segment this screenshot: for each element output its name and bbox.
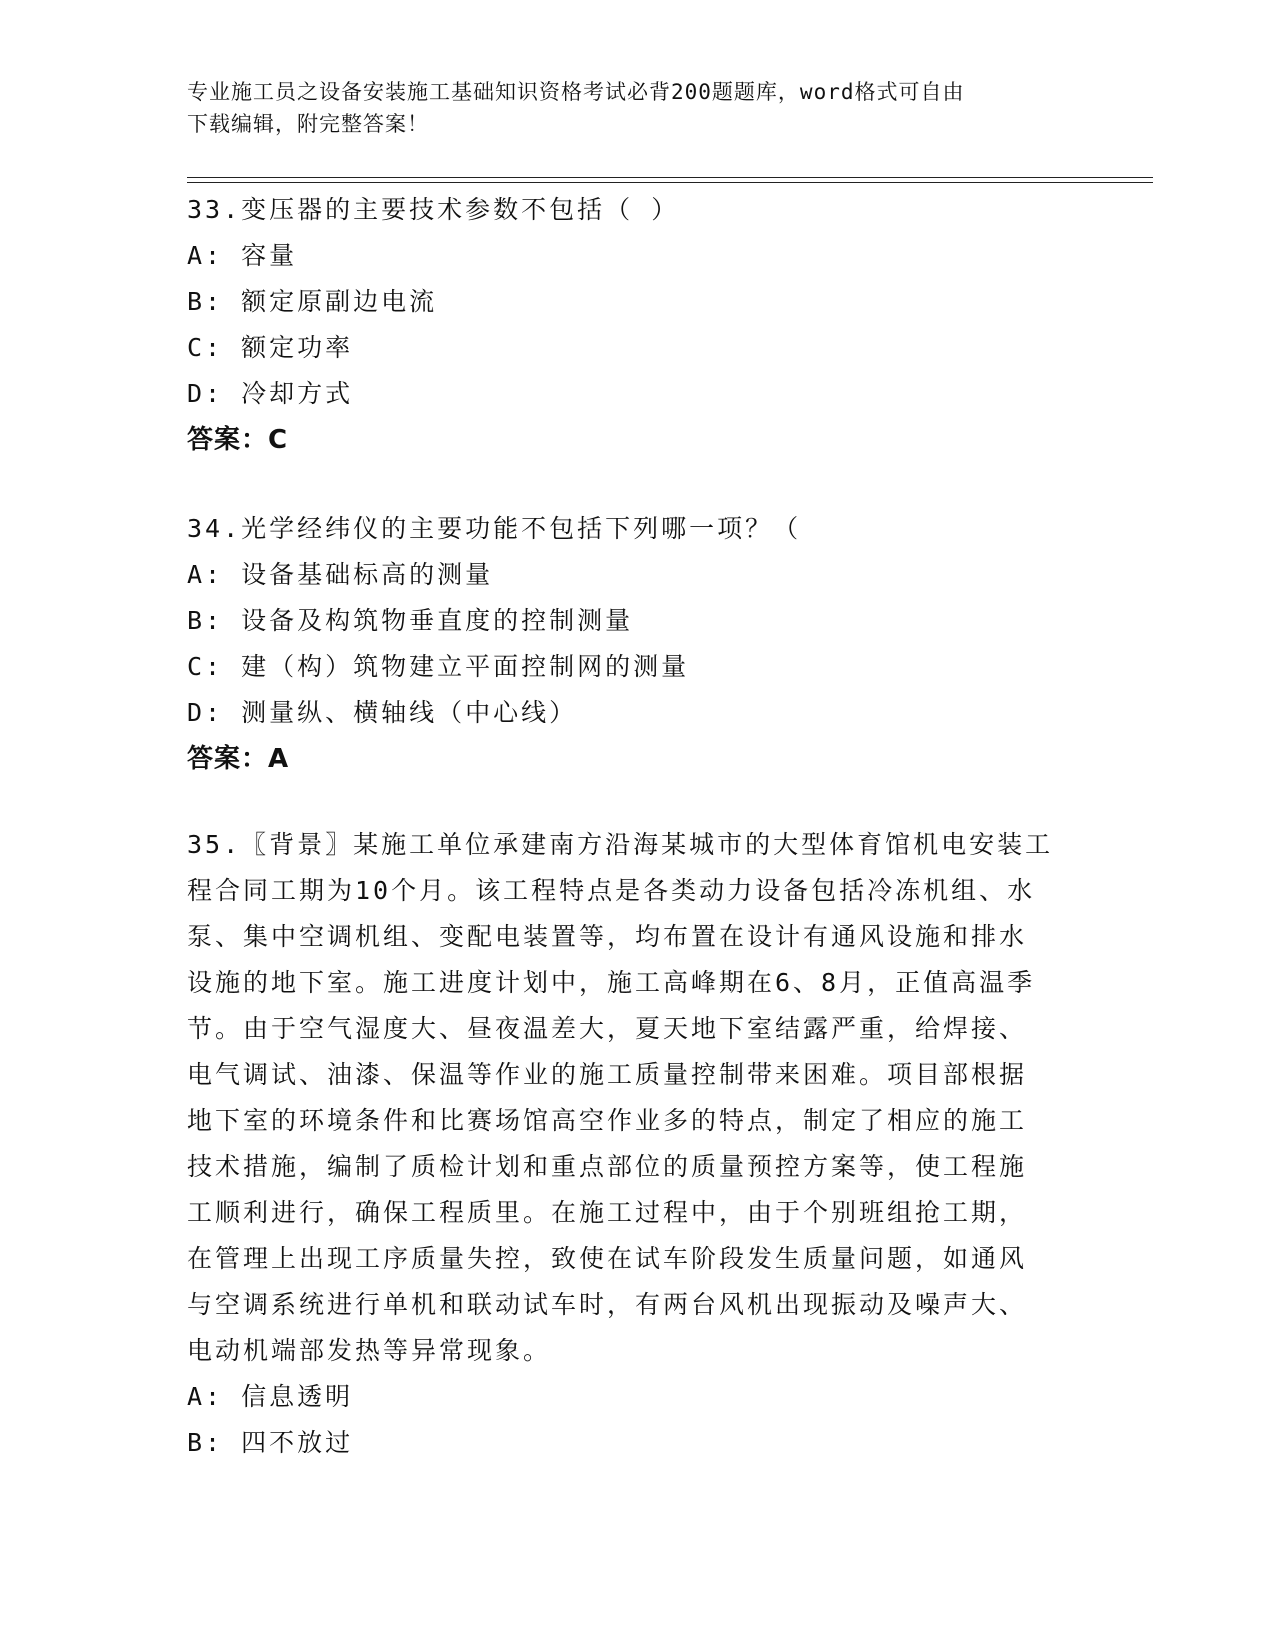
- header-divider-bottom: [187, 182, 1153, 183]
- header-line-1: 专业施工员之设备安装施工基础知识资格考试必背200题题库，word格式可自由: [187, 80, 965, 104]
- option-b: B: 四不放过: [187, 1428, 354, 1457]
- question-stem-line: 35.〖背景〗某施工单位承建南方沿海某城市的大型体育馆机电安装工: [187, 830, 1054, 859]
- option-d: D: 测量纵、横轴线（中心线）: [187, 698, 578, 727]
- question-stem-line: 与空调系统进行单机和联动试车时，有两台风机出现振动及噪声大、: [187, 1290, 1028, 1319]
- question-34: [187, 506, 1087, 782]
- header-divider-top: [187, 177, 1153, 178]
- question-stem: 34.光学经纬仪的主要功能不包括下列哪一项？（: [187, 514, 802, 543]
- option-a: A: 容量: [187, 241, 298, 270]
- document-header: [187, 76, 1067, 140]
- question-stem-line: 电气调试、油漆、保温等作业的施工质量控制带来困难。项目部根据: [187, 1060, 1028, 1089]
- question-stem-line: 设施的地下室。施工进度计划中，施工高峰期在6、8月，正值高温季: [187, 968, 1036, 997]
- option-a: A: 信息透明: [187, 1382, 354, 1411]
- question-stem-line: 地下室的环境条件和比赛场馆高空作业多的特点，制定了相应的施工: [187, 1106, 1028, 1135]
- question-stem-line: 工顺利进行，确保工程质里。在施工过程中，由于个别班组抢工期，: [187, 1198, 1028, 1227]
- option-a: A: 设备基础标高的测量: [187, 560, 494, 589]
- question-stem-line: 电动机端部发热等异常现象。: [187, 1336, 552, 1365]
- question-33: [187, 187, 1087, 463]
- option-c: C: 建（构）筑物建立平面控制网的测量: [187, 652, 690, 681]
- option-d: D: 冷却方式: [187, 379, 354, 408]
- question-stem-line: 技术措施，编制了质检计划和重点部位的质量预控方案等，使工程施: [187, 1152, 1028, 1181]
- question-stem: 33.变压器的主要技术参数不包括（ ）: [187, 195, 680, 224]
- question-stem-line: 程合同工期为10个月。该工程特点是各类动力设备包括冷冻机组、水: [187, 876, 1036, 905]
- option-b: B: 额定原副边电流: [187, 287, 438, 316]
- question-stem-line: 在管理上出现工序质量失控，致使在试车阶段发生质量问题，如通风: [187, 1244, 1028, 1273]
- question-35: [187, 822, 1087, 1466]
- question-stem-line: 泵、集中空调机组、变配电装置等，均布置在设计有通风设施和排水: [187, 922, 1028, 951]
- question-stem-line: 节。由于空气湿度大、昼夜温差大，夏天地下室结露严重，给焊接、: [187, 1014, 1028, 1043]
- answer-label: 答案：C: [187, 425, 289, 455]
- option-b: B: 设备及构筑物垂直度的控制测量: [187, 606, 634, 635]
- answer-label: 答案：A: [187, 744, 290, 774]
- header-line-2: 下载编辑，附完整答案！: [187, 112, 429, 136]
- option-c: C: 额定功率: [187, 333, 354, 362]
